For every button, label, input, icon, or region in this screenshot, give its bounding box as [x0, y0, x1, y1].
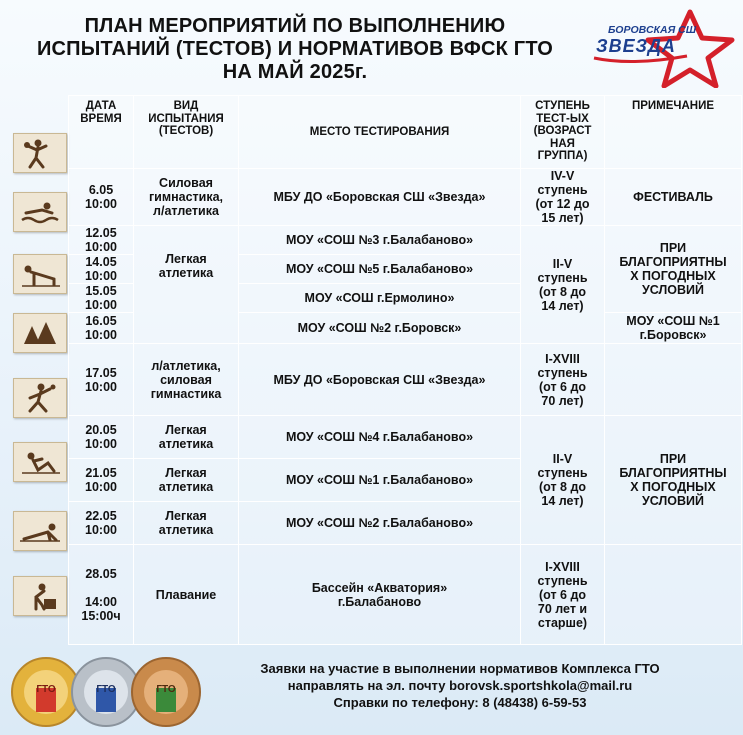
row-note-empty: [605, 344, 742, 416]
row-level: II-V ступень (от 8 до 14 лет): [521, 226, 605, 344]
row-date: 14.05 10:00: [69, 255, 134, 284]
bronze-medal-label: ГТО: [156, 684, 176, 695]
row-level: I-XVIII ступень (от 6 до 70 лет): [521, 344, 605, 416]
table-header-row: [69, 96, 742, 169]
table-row: [69, 169, 742, 226]
row-note-empty: [605, 545, 742, 645]
row-place: МОУ «СОШ №2 г.Боровск»: [239, 313, 521, 344]
title-line-1: ПЛАН МЕРОПРИЯТИЙ ПО ВЫПОЛНЕНИЮ: [84, 15, 506, 37]
header-date: ДАТА ВРЕМЯ: [69, 96, 134, 169]
row-note: ФЕСТИВАЛЬ: [605, 169, 742, 226]
row-test: Силовая гимнастика, л/атлетика: [134, 169, 239, 226]
header-note: ПРИМЕЧАНИЕ: [605, 96, 742, 169]
silver-medal-label: ГТО: [96, 684, 116, 695]
header-test: ВИД ИСПЫТАНИЯ (ТЕСТОВ): [134, 96, 239, 169]
row-place: МОУ «СОШ №2 г.Балабаново»: [239, 502, 521, 545]
row-place: МОУ «СОШ №5 г.Балабаново»: [239, 255, 521, 284]
title-line-3: НА МАЙ 2025г.: [222, 61, 368, 83]
cross-country-icon: [13, 313, 67, 353]
row-place: МБУ ДО «Боровская СШ «Звезда»: [239, 169, 521, 226]
push-up-icon: [13, 254, 67, 294]
header-level: СТУПЕНЬ ТЕСТ-ЫХ (ВОЗРАСТ НАЯ ГРУППА): [521, 96, 605, 169]
title-line-2: ИСПЫТАНИЙ (ТЕСТОВ) И НОРМАТИВОВ ВФСК ГТО: [36, 38, 554, 60]
row-note: ПРИ БЛАГОПРИЯТНЫ Х ПОГОДНЫХ УСЛОВИЙ: [605, 226, 742, 313]
logo-school-name: БОРОВСКАЯ СШ: [608, 24, 697, 36]
row-level: IV-V ступень (от 12 до 15 лет): [521, 169, 605, 226]
table-row: [69, 545, 742, 645]
row-date: 12.05 10:00: [69, 226, 134, 255]
row-date: 17.05 10:00: [69, 344, 134, 416]
row-test: Легкая атлетика: [134, 459, 239, 502]
footer-line-phone: Справки по телефону: 8 (48438) 6-59-53: [333, 695, 587, 710]
row-date: 22.05 10:00: [69, 502, 134, 545]
plank-icon: [13, 511, 67, 551]
footer-line-applications: Заявки на участие в выполнении нормативов Комплекса ГТО: [260, 661, 660, 676]
row-place: МОУ «СОШ №1 г.Балабаново»: [239, 459, 521, 502]
row-date: 21.05 10:00: [69, 459, 134, 502]
logo-brand-name: ЗВЕЗДА: [596, 36, 676, 56]
gto-medals: [8, 650, 208, 732]
throwing-icon: [13, 378, 67, 418]
contact-info: [200, 660, 720, 711]
row-level: I-XVIII ступень (от 6 до 70 лет и старше): [521, 545, 605, 645]
row-date: 16.05 10:00: [69, 313, 134, 344]
sit-up-icon: [13, 442, 67, 482]
row-place: Бассейн «Акватория» г.Балабаново: [239, 545, 521, 645]
swimming-icon: [13, 192, 67, 232]
shot-put-icon: [13, 133, 67, 173]
page-title: [10, 15, 580, 84]
row-note: МОУ «СОШ №1 г.Боровск»: [605, 313, 742, 344]
table-row: [69, 416, 742, 459]
footer-line-email: направлять на эл. почту borovsk.sportshkola@mail.ru: [287, 678, 633, 693]
events-table: [68, 95, 742, 645]
row-place: МОУ «СОШ №4 г.Балабаново»: [239, 416, 521, 459]
row-date: 28.05 14:00 15:00ч: [69, 545, 134, 645]
standing-bend-icon: [13, 576, 67, 616]
table-row: [69, 344, 742, 416]
row-note: ПРИ БЛАГОПРИЯТНЫ Х ПОГОДНЫХ УСЛОВИЙ: [605, 416, 742, 545]
table-row: [69, 226, 742, 255]
header-place: МЕСТО ТЕСТИРОВАНИЯ: [239, 96, 521, 169]
row-test: Легкая атлетика: [134, 502, 239, 545]
row-place: МБУ ДО «Боровская СШ «Звезда»: [239, 344, 521, 416]
school-logo: [592, 8, 738, 88]
row-place: МОУ «СОШ г.Ермолино»: [239, 284, 521, 313]
row-test: л/атлетика, силовая гимнастика: [134, 344, 239, 416]
row-test: Легкая атлетика: [134, 226, 239, 344]
row-date: 20.05 10:00: [69, 416, 134, 459]
gold-medal-label: ГТО: [36, 684, 56, 695]
row-place: МОУ «СОШ №3 г.Балабаново»: [239, 226, 521, 255]
row-test: Плавание: [134, 545, 239, 645]
row-test: Легкая атлетика: [134, 416, 239, 459]
row-date: 6.05 10:00: [69, 169, 134, 226]
row-date: 15.05 10:00: [69, 284, 134, 313]
row-level: II-V ступень (от 8 до 14 лет): [521, 416, 605, 545]
